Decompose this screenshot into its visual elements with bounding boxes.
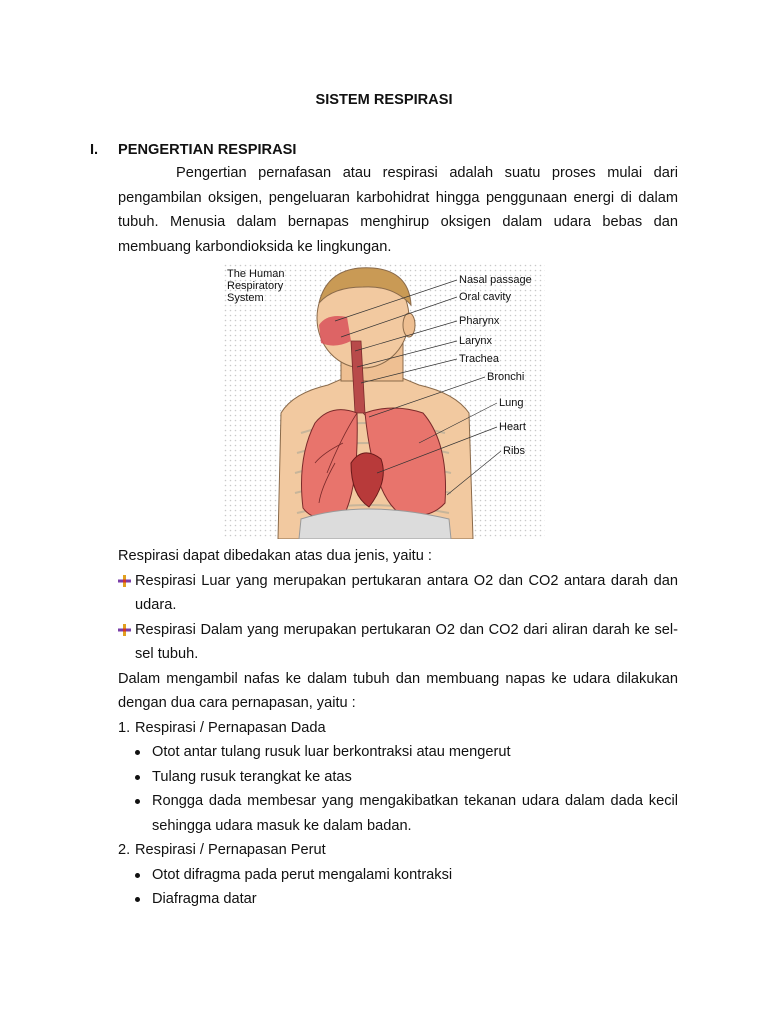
bullet-text: Tulang rusuk terangkat ke atas — [152, 768, 352, 785]
bullet-item — [118, 765, 678, 790]
numbered-item-1 — [118, 716, 678, 741]
bullet-icon — [135, 775, 140, 780]
four-arrows-icon — [118, 624, 131, 636]
label-lung: Lung — [499, 397, 524, 409]
ear-shape — [403, 313, 415, 337]
item-number: 2. — [118, 842, 131, 858]
label-bronchi: Bronchi — [487, 371, 525, 383]
bullet-icon — [135, 873, 140, 878]
list-item-text: Respirasi Luar yang merupakan pertukaran antara O2 dan CO2 antara darah dan udara. — [135, 572, 678, 613]
caption-line-2: Respiratory — [227, 280, 284, 292]
bullet-item — [118, 863, 678, 888]
bullet-text: Otot difragma pada perut mengalami kontraksi — [152, 866, 453, 883]
section-title: PENGERTIAN RESPIRASI — [118, 142, 297, 158]
label-ribs: Ribs — [503, 445, 526, 457]
bullet-item — [118, 740, 678, 765]
bullet-item — [118, 887, 678, 912]
intro-paragraph: Pengertian pernafasan atau respirasi adalah suatu proses mulai dari pengambilan oksigen, pengeluaran karbohidrat hingga penggunaan energi di dalam tubuh. Menusia dalam bernapas menghirup oksigen dalam udara bebas dan membuang karbondioksida ke lingkungan. — [118, 165, 678, 255]
bullet-icon — [135, 799, 140, 804]
item-title: Respirasi / Pernapasan Perut — [135, 842, 326, 858]
list-item-respirasi-luar — [118, 569, 678, 618]
respiratory-system-figure — [223, 263, 545, 539]
page-title: SISTEM RESPIRASI — [315, 92, 453, 108]
types-intro: Respirasi dapat dibedakan atas dua jenis, yaitu : — [118, 548, 432, 564]
nasal-cavity-shape — [319, 316, 351, 346]
caption-line-3: System — [227, 292, 264, 304]
label-nasal-passage: Nasal passage — [459, 274, 532, 286]
section-number: I. — [90, 142, 99, 158]
label-pharynx: Pharynx — [459, 315, 500, 327]
list-item-text: Respirasi Dalam yang merupakan pertukaran O2 dan CO2 dari aliran darah ke sel-sel tubuh. — [135, 621, 678, 662]
bullet-item — [118, 789, 678, 838]
four-arrows-icon — [118, 575, 131, 587]
label-trachea: Trachea — [459, 353, 499, 365]
section-heading — [90, 138, 296, 163]
label-larynx: Larynx — [459, 335, 493, 347]
label-oral-cavity: Oral cavity — [459, 291, 511, 303]
item-number: 1. — [118, 719, 131, 736]
ways-intro: Dalam mengambil nafas ke dalam tubuh dan membuang napas ke udara dilakukan dengan dua cara pernapasan, yaitu : — [118, 670, 678, 711]
body-content — [118, 544, 678, 912]
label-heart: Heart — [499, 421, 526, 433]
item-title: Respirasi / Pernapasan Dada — [135, 719, 326, 736]
bullet-text: Diafragma datar — [152, 891, 257, 907]
caption-line-1: The Human — [227, 268, 285, 280]
bullet-icon — [135, 750, 140, 755]
numbered-item-2 — [118, 838, 678, 863]
bullet-text: Otot antar tulang rusuk luar berkontraksi atau mengerut — [152, 744, 511, 760]
bullet-text: Rongga dada membesar yang mengakibatkan tekanan udara dalam dada kecil sehingga udara masuk ke dalam badan. — [152, 793, 678, 834]
bullet-icon — [135, 897, 140, 902]
list-item-respirasi-dalam — [118, 618, 678, 667]
